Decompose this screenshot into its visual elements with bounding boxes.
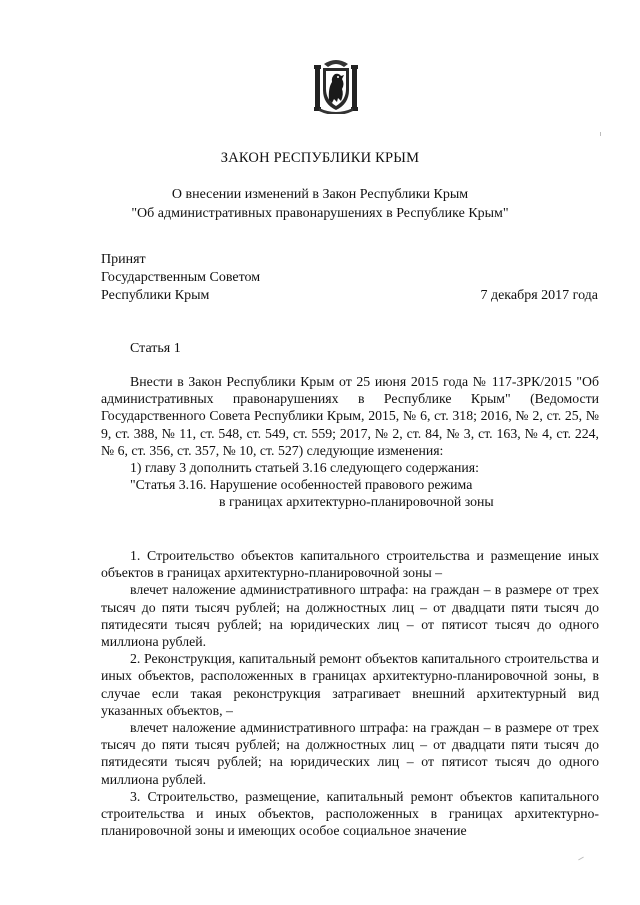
new-article-title-line-2: в границах архитектурно-планировочной зоны — [219, 494, 494, 510]
paragraph-2-penalty: влечет наложение административного штрафа: на граждан – в размере от трех тысяч до пяти тысяч рублей; на должностных лиц – от двадцати пяти тысяч до пятидесяти тысяч рублей; на юридических лиц – от пятисот тысяч до одного миллиона рублей. — [101, 720, 599, 787]
article-body-block — [101, 547, 599, 839]
paragraph-1: 1. Строительство объектов капитального строительства и размещение иных объектов в границах архитектурно-планировочной зоны – — [101, 548, 599, 581]
article-intro: Внести в Закон Республики Крым от 25 июня 2015 года № 117-ЗРК/2015 "Об административных правонарушениях в Республике Крым" (Ведомости Государственного Совета Республики Крым, 2015, № 6, ст. 318; 2016, № 2, ст. 25, № 9, ст. 388, № 11, ст. 548, ст. 549, ст. 559; 2017, № 2, ст. 84, № 3, ст. 163, № 4, ст. 224, № 6, ст. 356, ст. 357, № 10, ст. 527) следующие изменения: — [101, 374, 599, 458]
subtitle-line-2: "Об административных правонарушениях в Республике Крым" — [131, 206, 509, 221]
crimea-coat-of-arms-emblem — [314, 58, 358, 114]
law-subtitle — [0, 185, 640, 223]
scan-speck — [578, 857, 584, 861]
subtitle-line-1: О внесении изменений в Закон Республики Крым — [171, 187, 469, 202]
adoption-date: 7 декабря 2017 года — [480, 288, 598, 303]
law-title: ЗАКОН РЕСПУБЛИКИ КРЫМ — [220, 150, 420, 166]
scan-speck — [600, 132, 601, 136]
adoption-line-2: Государственным Советом — [101, 270, 261, 285]
paragraph-3: 3. Строительство, размещение, капитальный ремонт объектов капитального строительства и иных объектов, расположенных в границах архитектурно-планировочной зоны и имеющих особое социальное значение — [101, 788, 599, 839]
article-intro-block — [101, 373, 599, 511]
article-item-1: 1) главу 3 дополнить статьей 3.16 следующего содержания: — [130, 460, 479, 476]
adoption-block — [101, 251, 260, 305]
adoption-line-3: Республики Крым — [101, 288, 210, 303]
new-article-title-line-1: "Статья 3.16. Нарушение особенностей правового режима — [130, 477, 473, 493]
paragraph-2: 2. Реконструкция, капитальный ремонт объектов капитального строительства и иных объектов, расположенных в границах архитектурно-планировочной зоны, в случае если такая реконструкция затрагивает внешний архитектурный вид указанных объектов, – — [101, 651, 599, 718]
article-heading: Статья 1 — [130, 341, 181, 356]
paragraph-1-penalty: влечет наложение административного штрафа: на граждан – в размере от трех тысяч до пяти тысяч рублей; на должностных лиц – от двадцати пяти тысяч до пятидесяти тысяч рублей; на юридических лиц – от пятисот тысяч до одного миллиона рублей. — [101, 582, 599, 650]
adoption-line-1: Принят — [101, 252, 146, 267]
